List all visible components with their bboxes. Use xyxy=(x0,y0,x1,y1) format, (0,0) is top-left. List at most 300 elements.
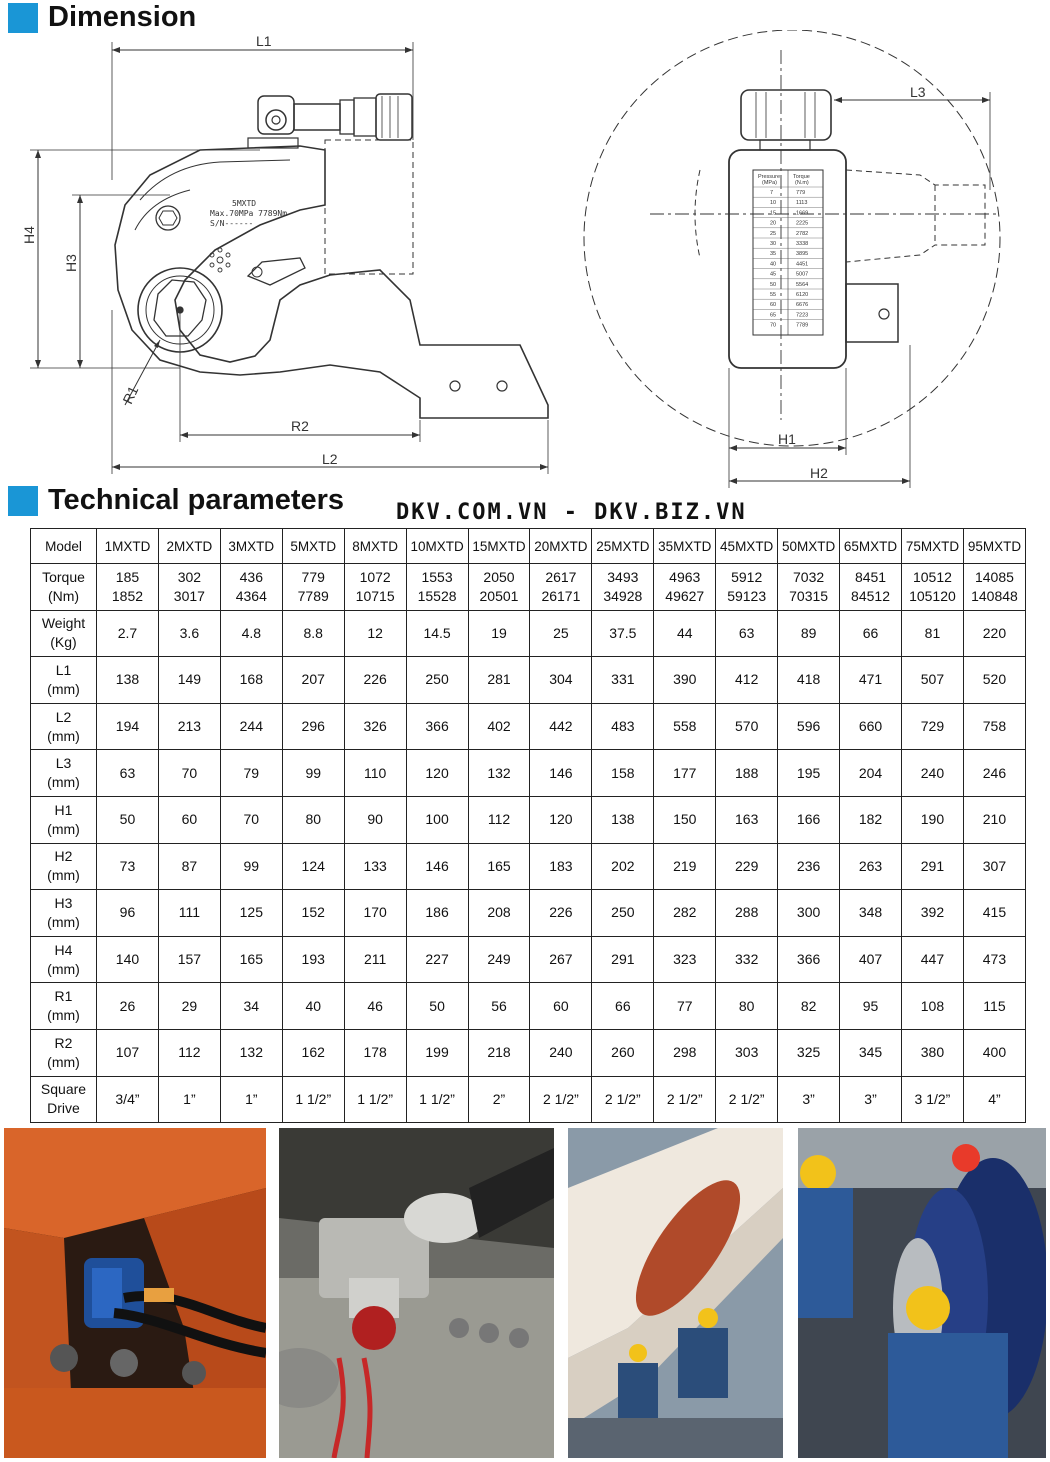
model-header-cell: 1MXTD xyxy=(97,529,159,564)
label-h1: H1 xyxy=(778,431,796,447)
row-label-line: L1 xyxy=(55,661,72,678)
chart-torque-value: 4451 xyxy=(796,261,809,268)
table-cell: 80 xyxy=(716,983,778,1030)
table-cell: 120 xyxy=(406,750,468,797)
torque-min: 3493 xyxy=(607,568,639,585)
table-cell: 168 xyxy=(220,657,282,704)
table-cell: 90 xyxy=(344,796,406,843)
row-label xyxy=(31,610,97,657)
table-cell: 162 xyxy=(282,1029,344,1076)
table-cell: 60 xyxy=(530,983,592,1030)
table-cell: 229 xyxy=(716,843,778,890)
table-cell: 507 xyxy=(901,657,963,704)
table-cell: 263 xyxy=(840,843,902,890)
table-cell: 40 xyxy=(282,983,344,1030)
model-header-cell: 35MXTD xyxy=(654,529,716,564)
table-cell: 63 xyxy=(97,750,159,797)
table-cell: 87 xyxy=(158,843,220,890)
row-label-line: (Kg) xyxy=(50,634,77,651)
table-cell: 138 xyxy=(97,657,159,704)
table-cell: 25 xyxy=(530,610,592,657)
row-label xyxy=(31,1029,97,1076)
website-watermark: DKV.COM.VN - DKV.BIZ.VN xyxy=(396,500,747,525)
table-cell: 79 xyxy=(220,750,282,797)
torque-max: 84512 xyxy=(851,587,890,604)
table-cell: 178 xyxy=(344,1029,406,1076)
torque-max: 49627 xyxy=(665,587,705,604)
table-cell xyxy=(963,564,1025,611)
table-cell: 165 xyxy=(220,936,282,983)
torque-max: 59123 xyxy=(727,587,767,604)
chart-pressure-value: 20 xyxy=(770,220,777,227)
model-header-cell: 25MXTD xyxy=(592,529,654,564)
table-cell: 1 1/2” xyxy=(406,1076,468,1123)
table-cell xyxy=(468,564,530,611)
table-cell: 193 xyxy=(282,936,344,983)
table-cell: 163 xyxy=(716,796,778,843)
table-cell: 326 xyxy=(344,703,406,750)
table-cell: 66 xyxy=(592,983,654,1030)
row-label xyxy=(31,564,97,611)
table-cell: 390 xyxy=(654,657,716,704)
table-cell: 37.5 xyxy=(592,610,654,657)
row-label-line: Torque xyxy=(42,568,85,585)
label-r2: R2 xyxy=(291,418,309,434)
table-cell xyxy=(158,564,220,611)
table-cell xyxy=(97,564,159,611)
label-h3: H3 xyxy=(63,254,79,272)
table-cell: 447 xyxy=(901,936,963,983)
table-cell: 220 xyxy=(963,610,1025,657)
model-header-cell: 8MXTD xyxy=(344,529,406,564)
table-cell: 183 xyxy=(530,843,592,890)
model-header-cell: 3MXTD xyxy=(220,529,282,564)
chart-pressure-value: 50 xyxy=(770,281,777,288)
torque-min: 185 xyxy=(115,568,140,585)
table-cell: 345 xyxy=(840,1029,902,1076)
torque-max: 26171 xyxy=(541,587,581,604)
model-header-cell: 2MXTD xyxy=(158,529,220,564)
table-cell: 4.8 xyxy=(220,610,282,657)
chart-torque-value: 1669 xyxy=(796,210,809,217)
chart-torque-value: 779 xyxy=(796,190,806,196)
table-cell: 402 xyxy=(468,703,530,750)
chart-pressure-value: 30 xyxy=(770,241,777,247)
table-cell: 46 xyxy=(344,983,406,1030)
row-label-line: L2 xyxy=(55,708,72,725)
table-cell: 80 xyxy=(282,796,344,843)
table-cell: 120 xyxy=(530,796,592,843)
nameplate-rating: Max.70MPa 7789Nm xyxy=(210,209,288,218)
model-header-cell: 20MXTD xyxy=(530,529,592,564)
table-cell: 325 xyxy=(778,1029,840,1076)
table-cell: 165 xyxy=(468,843,530,890)
table-cell: 307 xyxy=(963,843,1025,890)
row-label-line: H1 xyxy=(54,801,73,818)
table-cell: 348 xyxy=(840,890,902,937)
table-cell: 99 xyxy=(282,750,344,797)
model-header-cell: 10MXTD xyxy=(406,529,468,564)
table-row xyxy=(31,983,1026,1030)
table-cell: 70 xyxy=(158,750,220,797)
table-cell: 758 xyxy=(963,703,1025,750)
table-cell: 729 xyxy=(901,703,963,750)
label-r1: R1 xyxy=(119,383,142,407)
table-cell: 291 xyxy=(592,936,654,983)
table-cell: 250 xyxy=(592,890,654,937)
chart-torque-value: 7223 xyxy=(796,312,809,319)
table-cell: 66 xyxy=(840,610,902,657)
table-cell: 1 1/2” xyxy=(282,1076,344,1123)
torque-max: 70315 xyxy=(789,587,829,604)
chart-col2-unit: (N.m) xyxy=(795,180,809,186)
row-label-line: (mm) xyxy=(47,913,80,930)
chart-torque-value: 6120 xyxy=(796,292,809,298)
torque-max: 140848 xyxy=(971,587,1018,604)
table-cell: 34 xyxy=(220,983,282,1030)
table-cell: 108 xyxy=(901,983,963,1030)
table-cell: 146 xyxy=(406,843,468,890)
table-cell: 50 xyxy=(406,983,468,1030)
table-cell: 207 xyxy=(282,657,344,704)
table-row xyxy=(31,1029,1026,1076)
torque-max: 3017 xyxy=(173,587,205,604)
torque-min: 2050 xyxy=(483,568,515,585)
table-cell: 240 xyxy=(901,750,963,797)
torque-min: 8451 xyxy=(854,568,887,585)
table-cell: 202 xyxy=(592,843,654,890)
table-cell: 471 xyxy=(840,657,902,704)
row-label-line: Weight xyxy=(41,615,86,632)
dimension-drawings xyxy=(0,30,1050,500)
table-cell: 288 xyxy=(716,890,778,937)
row-label xyxy=(31,936,97,983)
table-cell xyxy=(344,564,406,611)
model-header-cell: 5MXTD xyxy=(282,529,344,564)
table-cell xyxy=(901,564,963,611)
torque-min: 1072 xyxy=(359,568,391,585)
table-cell: 2 1/2” xyxy=(716,1076,778,1123)
table-row xyxy=(31,796,1026,843)
chart-torque-value: 2225 xyxy=(796,220,809,227)
row-label-line: (mm) xyxy=(47,867,80,884)
torque-min: 1553 xyxy=(421,568,453,585)
table-cell: 213 xyxy=(158,703,220,750)
table-cell: 282 xyxy=(654,890,716,937)
torque-max: 15528 xyxy=(417,587,457,604)
row-label xyxy=(31,750,97,797)
table-cell: 26 xyxy=(97,983,159,1030)
table-cell: 660 xyxy=(840,703,902,750)
table-cell: 558 xyxy=(654,703,716,750)
label-l2: L2 xyxy=(322,451,338,467)
table-cell: 110 xyxy=(344,750,406,797)
table-cell: 100 xyxy=(406,796,468,843)
table-cell: 3” xyxy=(778,1076,840,1123)
model-header-cell: 95MXTD xyxy=(963,529,1025,564)
table-cell: 124 xyxy=(282,843,344,890)
table-cell: 2 1/2” xyxy=(654,1076,716,1123)
table-cell: 63 xyxy=(716,610,778,657)
table-cell: 2” xyxy=(468,1076,530,1123)
torque-min: 14085 xyxy=(974,568,1014,585)
model-header-cell: 75MXTD xyxy=(901,529,963,564)
table-cell: 2.7 xyxy=(97,610,159,657)
table-cell: 19 xyxy=(468,610,530,657)
table-cell: 44 xyxy=(654,610,716,657)
table-cell: 133 xyxy=(344,843,406,890)
table-header-row xyxy=(31,529,1026,564)
table-row xyxy=(31,890,1026,937)
table-cell xyxy=(592,564,654,611)
table-cell: 112 xyxy=(468,796,530,843)
table-cell: 226 xyxy=(344,657,406,704)
label-l1: L1 xyxy=(256,33,272,49)
table-cell: 194 xyxy=(97,703,159,750)
table-cell: 115 xyxy=(963,983,1025,1030)
table-cell: 132 xyxy=(468,750,530,797)
torque-max: 34928 xyxy=(603,587,643,604)
model-header-cell: 45MXTD xyxy=(716,529,778,564)
table-cell: 366 xyxy=(406,703,468,750)
torque-max: 4364 xyxy=(235,587,267,604)
table-cell: 138 xyxy=(592,796,654,843)
torque-max: 20501 xyxy=(479,587,519,604)
row-label-line: (mm) xyxy=(47,680,80,697)
table-cell: 14.5 xyxy=(406,610,468,657)
table-cell xyxy=(654,564,716,611)
table-cell: 99 xyxy=(220,843,282,890)
table-cell: 1” xyxy=(158,1076,220,1123)
table-cell: 249 xyxy=(468,936,530,983)
table-cell: 12 xyxy=(344,610,406,657)
table-cell: 195 xyxy=(778,750,840,797)
table-cell: 204 xyxy=(840,750,902,797)
table-cell: 96 xyxy=(97,890,159,937)
label-h2: H2 xyxy=(810,465,828,481)
table-row xyxy=(31,564,1026,611)
table-row xyxy=(31,843,1026,890)
table-cell: 1 1/2” xyxy=(344,1076,406,1123)
label-h4: H4 xyxy=(21,226,37,244)
photo-workers-large-bearing xyxy=(798,1128,1046,1458)
table-cell: 170 xyxy=(344,890,406,937)
table-cell: 146 xyxy=(530,750,592,797)
table-cell: 596 xyxy=(778,703,840,750)
table-cell xyxy=(530,564,592,611)
table-cell: 208 xyxy=(468,890,530,937)
chart-pressure-value: 7 xyxy=(770,190,774,196)
chart-torque-value: 6676 xyxy=(796,302,809,309)
table-cell: 407 xyxy=(840,936,902,983)
table-cell: 70 xyxy=(220,796,282,843)
table-cell xyxy=(220,564,282,611)
table-cell: 3 1/2” xyxy=(901,1076,963,1123)
table-cell: 150 xyxy=(654,796,716,843)
section-marker xyxy=(8,3,38,33)
torque-max: 1852 xyxy=(111,587,144,604)
chart-pressure-value: 55 xyxy=(770,292,777,298)
table-cell: 400 xyxy=(963,1029,1025,1076)
torque-max: 7789 xyxy=(297,587,329,604)
table-cell: 166 xyxy=(778,796,840,843)
table-row xyxy=(31,610,1026,657)
row-label-line: (mm) xyxy=(47,774,80,791)
row-label-line: H3 xyxy=(54,894,73,911)
table-cell: 260 xyxy=(592,1029,654,1076)
row-label xyxy=(31,983,97,1030)
table-cell: 4” xyxy=(963,1076,1025,1123)
table-cell: 3.6 xyxy=(158,610,220,657)
chart-torque-value: 5564 xyxy=(796,281,809,288)
label-l3: L3 xyxy=(910,84,926,100)
table-cell: 298 xyxy=(654,1029,716,1076)
table-cell: 331 xyxy=(592,657,654,704)
table-cell: 157 xyxy=(158,936,220,983)
table-cell: 415 xyxy=(963,890,1025,937)
table-cell: 244 xyxy=(220,703,282,750)
row-label-line: Square xyxy=(40,1081,87,1098)
torque-min: 436 xyxy=(239,568,263,585)
section-marker xyxy=(8,486,38,516)
table-cell: 188 xyxy=(716,750,778,797)
table-cell: 107 xyxy=(97,1029,159,1076)
model-header-cell: 15MXTD xyxy=(468,529,530,564)
row-label xyxy=(31,843,97,890)
table-cell: 140 xyxy=(97,936,159,983)
row-label-line: Drive xyxy=(47,1100,80,1117)
table-cell: 82 xyxy=(778,983,840,1030)
row-label-line: (mm) xyxy=(47,727,80,744)
table-cell: 250 xyxy=(406,657,468,704)
row-label xyxy=(31,657,97,704)
model-header-cell: 65MXTD xyxy=(840,529,902,564)
table-cell: 236 xyxy=(778,843,840,890)
table-cell: 125 xyxy=(220,890,282,937)
table-cell: 211 xyxy=(344,936,406,983)
chart-col1-unit: (MPa) xyxy=(762,180,777,186)
table-cell: 81 xyxy=(901,610,963,657)
table-row xyxy=(31,750,1026,797)
table-cell: 392 xyxy=(901,890,963,937)
table-cell: 267 xyxy=(530,936,592,983)
table-cell: 303 xyxy=(716,1029,778,1076)
header-model-label: Model xyxy=(31,529,97,564)
table-cell: 111 xyxy=(158,890,220,937)
chart-torque-value: 5007 xyxy=(796,271,809,278)
row-label-line: H4 xyxy=(54,941,73,958)
row-label xyxy=(31,890,97,937)
torque-min: 5912 xyxy=(731,568,763,585)
chart-pressure-value: 45 xyxy=(770,271,777,278)
table-row xyxy=(31,936,1026,983)
technical-title: Technical parameters xyxy=(48,484,345,516)
table-cell: 199 xyxy=(406,1029,468,1076)
chart-torque-value: 7789 xyxy=(796,322,809,329)
table-cell: 190 xyxy=(901,796,963,843)
table-cell: 291 xyxy=(901,843,963,890)
table-cell: 3/4” xyxy=(97,1076,159,1123)
torque-min: 4963 xyxy=(669,568,701,585)
table-cell: 219 xyxy=(654,843,716,890)
table-cell xyxy=(716,564,778,611)
row-label xyxy=(31,1076,97,1123)
row-label-line: (mm) xyxy=(47,1007,80,1024)
table-cell: 296 xyxy=(282,703,344,750)
row-label xyxy=(31,796,97,843)
table-cell: 60 xyxy=(158,796,220,843)
torque-min: 302 xyxy=(177,568,202,585)
table-cell: 112 xyxy=(158,1029,220,1076)
table-cell: 412 xyxy=(716,657,778,704)
table-cell: 50 xyxy=(97,796,159,843)
chart-pressure-value: 25 xyxy=(770,230,777,237)
chart-torque-value: 1113 xyxy=(796,200,808,207)
table-cell: 89 xyxy=(778,610,840,657)
row-label-line: H2 xyxy=(54,848,73,865)
table-cell: 2 1/2” xyxy=(592,1076,654,1123)
photo-worker-hand-wrench xyxy=(279,1128,554,1458)
table-cell: 246 xyxy=(963,750,1025,797)
table-cell xyxy=(406,564,468,611)
table-cell: 1” xyxy=(220,1076,282,1123)
table-cell xyxy=(778,564,840,611)
table-cell: 418 xyxy=(778,657,840,704)
dimension-title: Dimension xyxy=(48,1,197,33)
chart-torque-value: 3895 xyxy=(796,251,809,258)
table-row xyxy=(31,657,1026,704)
table-row xyxy=(31,703,1026,750)
chart-col1-header: Pressure xyxy=(758,174,781,180)
row-label-line: L3 xyxy=(55,755,72,772)
nameplate-serial: S/N------ xyxy=(210,219,254,228)
row-label-line: (mm) xyxy=(47,960,80,977)
table-cell: 149 xyxy=(158,657,220,704)
chart-pressure-value: 70 xyxy=(770,322,777,329)
table-cell: 304 xyxy=(530,657,592,704)
table-cell xyxy=(840,564,902,611)
table-cell: 186 xyxy=(406,890,468,937)
table-cell: 218 xyxy=(468,1029,530,1076)
application-photos xyxy=(0,1128,1050,1458)
photo-pipe-flange-workers xyxy=(568,1128,783,1458)
chart-pressure-value: 40 xyxy=(770,261,777,268)
table-cell: 570 xyxy=(716,703,778,750)
row-label-line: (mm) xyxy=(47,1053,80,1070)
chart-torque-value: 2782 xyxy=(796,230,809,237)
torque-max: 10715 xyxy=(355,587,395,604)
torque-min: 2617 xyxy=(545,568,577,585)
photo-blue-wrench-orange-steel xyxy=(4,1128,266,1458)
table-cell: 56 xyxy=(468,983,530,1030)
chart-torque-value: 3338 xyxy=(796,241,809,247)
table-cell: 366 xyxy=(778,936,840,983)
table-cell: 132 xyxy=(220,1029,282,1076)
table-cell: 182 xyxy=(840,796,902,843)
table-cell: 29 xyxy=(158,983,220,1030)
table-cell: 226 xyxy=(530,890,592,937)
chart-pressure-value: 60 xyxy=(770,302,777,309)
row-label-line: (mm) xyxy=(47,820,80,837)
table-cell: 73 xyxy=(97,843,159,890)
table-cell: 483 xyxy=(592,703,654,750)
parameters-table xyxy=(30,528,1026,1123)
technical-heading xyxy=(8,484,344,517)
torque-min: 779 xyxy=(301,568,325,585)
row-label xyxy=(31,703,97,750)
table-cell: 8.8 xyxy=(282,610,344,657)
torque-max: 105120 xyxy=(909,587,956,604)
